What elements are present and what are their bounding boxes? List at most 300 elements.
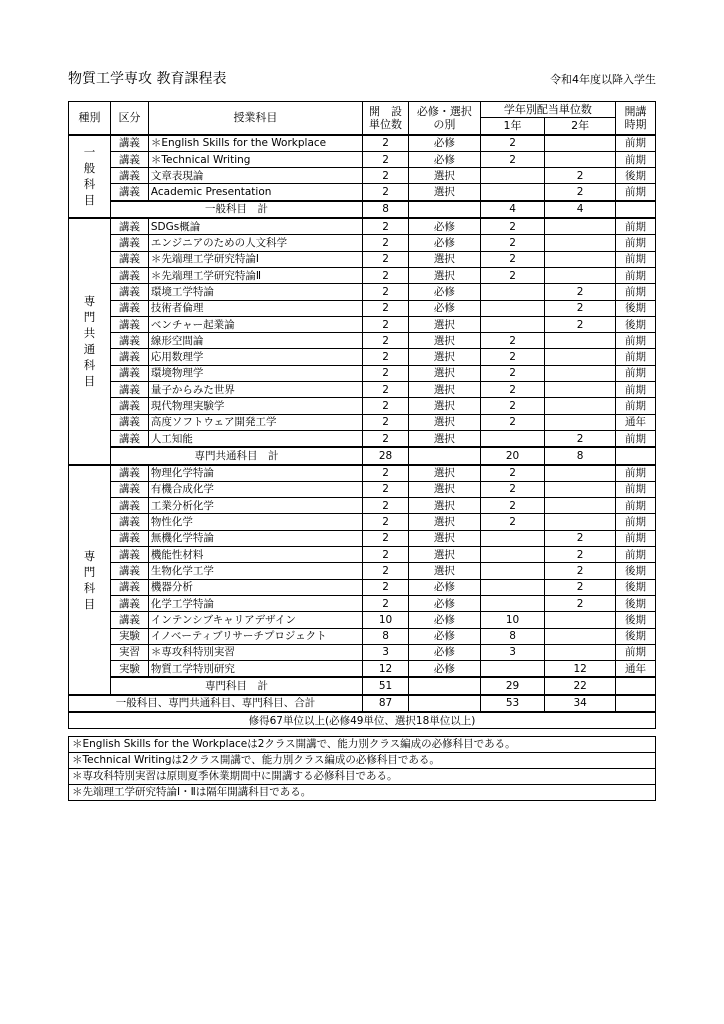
row-required: 選択 [409, 316, 481, 332]
row-term: 前期 [615, 644, 655, 660]
row-year1: 10 [480, 612, 545, 628]
subtotal-year1: 4 [480, 201, 545, 218]
row-subject: ＊専攻科特別実習 [148, 644, 362, 660]
row-subject: ＊Technical Writing [148, 151, 362, 167]
row-subject: 文章表現論 [148, 168, 362, 184]
table-row [69, 530, 656, 546]
table-row [69, 612, 656, 628]
row-units: 2 [362, 382, 408, 398]
row-year1 [480, 184, 545, 201]
row-term: 前期 [615, 333, 655, 349]
row-year1 [480, 547, 545, 563]
table-row [69, 595, 656, 611]
row-units: 2 [362, 498, 408, 514]
row-units: 2 [362, 284, 408, 300]
row-term: 後期 [615, 316, 655, 332]
row-subject: 応用数理学 [148, 349, 362, 365]
note-row [69, 769, 656, 785]
row-year1 [480, 530, 545, 546]
row-term: 前期 [615, 284, 655, 300]
row-term: 後期 [615, 579, 655, 595]
row-units: 2 [362, 514, 408, 530]
row-year2: 2 [545, 530, 616, 546]
row-year2: 12 [545, 661, 616, 678]
header-term-line1: 開講 [624, 104, 647, 118]
table-row [69, 628, 656, 644]
row-year2: 2 [545, 300, 616, 316]
row-division: 講義 [111, 612, 149, 628]
grand-total-row [69, 695, 656, 712]
row-required: 選択 [409, 365, 481, 381]
grand-total-year2: 34 [545, 695, 616, 712]
row-division: 講義 [111, 530, 149, 546]
row-year2 [545, 612, 616, 628]
row-units: 2 [362, 300, 408, 316]
row-required: 選択 [409, 514, 481, 530]
subtotal-units: 8 [362, 201, 408, 218]
row-division: 講義 [111, 414, 149, 430]
row-year1: 2 [480, 267, 545, 283]
grand-total-term [615, 695, 655, 712]
row-units: 12 [362, 661, 408, 678]
row-division: 講義 [111, 151, 149, 167]
row-term: 前期 [615, 547, 655, 563]
row-subject: 無機化学特論 [148, 530, 362, 546]
row-year1: 2 [480, 465, 545, 482]
row-year1 [480, 284, 545, 300]
row-year1: 2 [480, 333, 545, 349]
row-units: 2 [362, 365, 408, 381]
row-required: 選択 [409, 465, 481, 482]
row-division: 講義 [111, 563, 149, 579]
table-row [69, 365, 656, 381]
row-units: 2 [362, 135, 408, 152]
row-year2: 2 [545, 579, 616, 595]
row-division: 講義 [111, 547, 149, 563]
row-term: 前期 [615, 151, 655, 167]
row-year2: 2 [545, 563, 616, 579]
row-year2 [545, 235, 616, 251]
subtotal-label: 一般科目 計 [111, 201, 363, 218]
row-required: 選択 [409, 398, 481, 414]
row-units: 2 [362, 530, 408, 546]
row-subject: 高度ソフトウェア開発工学 [148, 414, 362, 430]
row-subject: 環境工学特論 [148, 284, 362, 300]
row-term: 前期 [615, 251, 655, 267]
row-units: 2 [362, 218, 408, 235]
row-term: 後期 [615, 563, 655, 579]
grand-total-required [409, 695, 481, 712]
header-division: 区分 [111, 102, 149, 135]
subtotal-row [69, 447, 656, 464]
grand-total-label: 一般科目、専門共通科目、専門科目、合計 [69, 695, 363, 712]
note-row [69, 753, 656, 769]
subtotal-required [409, 677, 481, 694]
row-subject: 技術者倫理 [148, 300, 362, 316]
header-subject: 授業科目 [148, 102, 362, 135]
row-units: 2 [362, 349, 408, 365]
row-year2 [545, 498, 616, 514]
row-term: 前期 [615, 398, 655, 414]
row-term: 前期 [615, 267, 655, 283]
grand-total-year1: 53 [480, 695, 545, 712]
row-year2 [545, 267, 616, 283]
row-division: 講義 [111, 398, 149, 414]
row-division: 講義 [111, 349, 149, 365]
row-term: 通年 [615, 661, 655, 678]
row-required: 選択 [409, 530, 481, 546]
row-division: 講義 [111, 481, 149, 497]
row-subject: 線形空間論 [148, 333, 362, 349]
header-year1: 1年 [480, 118, 545, 135]
section-category: 一 般 科 目 [69, 135, 111, 218]
header-term-line2: 時期 [624, 117, 647, 131]
row-subject: 機能性材料 [148, 547, 362, 563]
row-year1: 2 [480, 514, 545, 530]
row-units: 2 [362, 481, 408, 497]
row-year2 [545, 414, 616, 430]
subtotal-units: 51 [362, 677, 408, 694]
row-required: 選択 [409, 168, 481, 184]
row-year1: 2 [480, 414, 545, 430]
row-units: 2 [362, 184, 408, 201]
row-year1 [480, 316, 545, 332]
row-division: 講義 [111, 251, 149, 267]
row-units: 2 [362, 547, 408, 563]
row-subject: 工業分析化学 [148, 498, 362, 514]
table-row [69, 168, 656, 184]
row-division: 講義 [111, 365, 149, 381]
row-division: 講義 [111, 333, 149, 349]
row-year2 [545, 465, 616, 482]
header-units-line1: 開 設 [369, 104, 403, 118]
row-year1: 2 [480, 251, 545, 267]
row-subject: 物理化学特論 [148, 465, 362, 482]
row-year2: 2 [545, 430, 616, 447]
subtotal-required [409, 201, 481, 218]
row-year1 [480, 563, 545, 579]
row-year2: 2 [545, 184, 616, 201]
row-year2 [545, 333, 616, 349]
header-units [362, 102, 408, 135]
row-division: 講義 [111, 235, 149, 251]
row-year2 [545, 365, 616, 381]
row-subject: 化学工学特論 [148, 595, 362, 611]
row-division: 実験 [111, 628, 149, 644]
row-units: 2 [362, 267, 408, 283]
table-row [69, 563, 656, 579]
row-units: 3 [362, 644, 408, 660]
subtotal-label: 専門共通科目 計 [111, 447, 363, 464]
table-row [69, 300, 656, 316]
section-category: 専 門 科 目 [69, 465, 111, 695]
row-year1: 2 [480, 481, 545, 497]
row-required: 必修 [409, 300, 481, 316]
row-year1: 2 [480, 135, 545, 152]
curriculum-table [68, 101, 656, 729]
row-units: 2 [362, 151, 408, 167]
header-term [615, 102, 655, 135]
row-term: 前期 [615, 481, 655, 497]
row-units: 2 [362, 235, 408, 251]
row-subject: SDGs概論 [148, 218, 362, 235]
row-division: 講義 [111, 579, 149, 595]
row-required: 選択 [409, 498, 481, 514]
row-required: 選択 [409, 414, 481, 430]
subtotal-year2: 4 [545, 201, 616, 218]
row-term: 前期 [615, 184, 655, 201]
row-term: 前期 [615, 382, 655, 398]
subtotal-term [615, 677, 655, 694]
row-required: 必修 [409, 661, 481, 678]
row-units: 2 [362, 563, 408, 579]
row-required: 選択 [409, 563, 481, 579]
row-year2 [545, 135, 616, 152]
subtotal-term [615, 201, 655, 218]
row-required: 必修 [409, 218, 481, 235]
header-required-line1: 必修・選択 [416, 104, 472, 118]
row-required: 必修 [409, 284, 481, 300]
grand-total-units: 87 [362, 695, 408, 712]
row-division: 講義 [111, 382, 149, 398]
row-term: 前期 [615, 349, 655, 365]
row-required: 必修 [409, 628, 481, 644]
table-row [69, 514, 656, 530]
row-year1: 2 [480, 151, 545, 167]
row-term: 前期 [615, 465, 655, 482]
table-row [69, 481, 656, 497]
subtotal-row [69, 201, 656, 218]
row-required: 選択 [409, 267, 481, 283]
subtotal-label: 専門科目 計 [111, 677, 363, 694]
row-subject: 有機合成化学 [148, 481, 362, 497]
row-subject: ベンチャー起業論 [148, 316, 362, 332]
table-row [69, 547, 656, 563]
header-year2: 2年 [545, 118, 616, 135]
table-row [69, 135, 656, 152]
row-required: 必修 [409, 595, 481, 611]
row-required: 選択 [409, 184, 481, 201]
row-year1: 2 [480, 349, 545, 365]
row-year2 [545, 644, 616, 660]
row-required: 選択 [409, 349, 481, 365]
row-year1: 8 [480, 628, 545, 644]
row-year2 [545, 514, 616, 530]
row-term: 後期 [615, 612, 655, 628]
row-division: 講義 [111, 514, 149, 530]
subtotal-year2: 8 [545, 447, 616, 464]
row-year1 [480, 579, 545, 595]
row-division: 実習 [111, 644, 149, 660]
row-required: 必修 [409, 612, 481, 628]
row-subject: 生物化学工学 [148, 563, 362, 579]
subtotal-term [615, 447, 655, 464]
row-division: 講義 [111, 316, 149, 332]
row-year1 [480, 661, 545, 678]
row-year1: 2 [480, 218, 545, 235]
row-required: 選択 [409, 382, 481, 398]
row-units: 2 [362, 168, 408, 184]
row-year2 [545, 382, 616, 398]
row-division: 講義 [111, 498, 149, 514]
row-units: 2 [362, 595, 408, 611]
row-year1 [480, 168, 545, 184]
row-year1: 2 [480, 498, 545, 514]
row-required: 必修 [409, 235, 481, 251]
row-term: 前期 [615, 514, 655, 530]
row-subject: 物質工学特別研究 [148, 661, 362, 678]
row-required: 選択 [409, 333, 481, 349]
row-term: 前期 [615, 430, 655, 447]
row-division: 実験 [111, 661, 149, 678]
note-text: ＊専攻科特別実習は原則夏季休業期間中に開講する必修科目である。 [69, 769, 656, 785]
row-term: 後期 [615, 628, 655, 644]
header-row [69, 102, 656, 118]
subtotal-year1: 20 [480, 447, 545, 464]
note-text: ＊English Skills for the Workplaceは2クラス開講で、能力別クラス編成の必修科目である。 [69, 737, 656, 753]
row-term: 後期 [615, 300, 655, 316]
row-term: 後期 [615, 595, 655, 611]
row-term: 前期 [615, 218, 655, 235]
row-subject: ＊先端理工学研究特論Ⅱ [148, 267, 362, 283]
row-subject: 量子からみた世界 [148, 382, 362, 398]
table-row [69, 414, 656, 430]
row-year2 [545, 349, 616, 365]
requirement-row [69, 712, 656, 729]
row-units: 8 [362, 628, 408, 644]
row-required: 必修 [409, 579, 481, 595]
row-year1: 2 [480, 398, 545, 414]
row-units: 2 [362, 398, 408, 414]
table-row [69, 498, 656, 514]
note-row [69, 737, 656, 753]
table-row [69, 184, 656, 201]
row-subject: 物性化学 [148, 514, 362, 530]
header-required [409, 102, 481, 135]
table-row [69, 235, 656, 251]
row-required: 選択 [409, 251, 481, 267]
header-grade: 学年別配当単位数 [480, 102, 615, 118]
subtotal-year1: 29 [480, 677, 545, 694]
row-year2: 2 [545, 595, 616, 611]
row-division: 講義 [111, 135, 149, 152]
row-division: 講義 [111, 430, 149, 447]
header-required-line2: の別 [433, 117, 456, 131]
row-subject: エンジニアのための人文科学 [148, 235, 362, 251]
row-required: 選択 [409, 430, 481, 447]
row-year1: 2 [480, 235, 545, 251]
row-term: 前期 [615, 530, 655, 546]
note-row [69, 785, 656, 801]
note-text: ＊Technical Writingは2クラス開講で、能力別クラス編成の必修科目である。 [69, 753, 656, 769]
table-row [69, 151, 656, 167]
row-year2 [545, 151, 616, 167]
row-year2 [545, 398, 616, 414]
row-subject: インテンシブキャリアデザイン [148, 612, 362, 628]
row-required: 必修 [409, 151, 481, 167]
row-term: 通年 [615, 414, 655, 430]
row-subject: イノベーティブリサーチプロジェクト [148, 628, 362, 644]
row-year1 [480, 430, 545, 447]
row-division: 講義 [111, 595, 149, 611]
row-subject: ＊先端理工学研究特論Ⅰ [148, 251, 362, 267]
table-row [69, 398, 656, 414]
table-row [69, 382, 656, 398]
row-division: 講義 [111, 465, 149, 482]
table-row [69, 251, 656, 267]
table-row [69, 267, 656, 283]
table-row [69, 316, 656, 332]
row-division: 講義 [111, 284, 149, 300]
subtotal-units: 28 [362, 447, 408, 464]
row-subject: ＊English Skills for the Workplace [148, 135, 362, 152]
section-category: 専 門 共 通 科 目 [69, 218, 111, 464]
row-year2 [545, 481, 616, 497]
row-year2 [545, 251, 616, 267]
table-row [69, 579, 656, 595]
row-required: 選択 [409, 481, 481, 497]
row-year1: 3 [480, 644, 545, 660]
row-year2 [545, 218, 616, 235]
row-required: 選択 [409, 547, 481, 563]
table-row [69, 284, 656, 300]
row-division: 講義 [111, 168, 149, 184]
subtotal-row [69, 677, 656, 694]
row-subject: 環境物理学 [148, 365, 362, 381]
row-division: 講義 [111, 218, 149, 235]
row-year1 [480, 595, 545, 611]
page-title: 物質工学専攻 教育課程表 [68, 71, 227, 87]
subtotal-year2: 22 [545, 677, 616, 694]
row-subject: 機器分析 [148, 579, 362, 595]
row-units: 2 [362, 333, 408, 349]
table-row [69, 465, 656, 482]
row-subject: 人工知能 [148, 430, 362, 447]
header-kind: 種別 [69, 102, 111, 135]
row-year2: 2 [545, 284, 616, 300]
row-term: 後期 [615, 168, 655, 184]
row-division: 講義 [111, 300, 149, 316]
row-division: 講義 [111, 184, 149, 201]
table-row [69, 218, 656, 235]
row-term: 前期 [615, 235, 655, 251]
row-year2: 2 [545, 316, 616, 332]
row-units: 2 [362, 465, 408, 482]
row-required: 必修 [409, 644, 481, 660]
row-units: 2 [362, 579, 408, 595]
row-subject: 現代物理実験学 [148, 398, 362, 414]
row-units: 10 [362, 612, 408, 628]
notes-table [68, 736, 656, 801]
table-row [69, 430, 656, 447]
row-units: 2 [362, 414, 408, 430]
row-units: 2 [362, 316, 408, 332]
row-subject: Academic Presentation [148, 184, 362, 201]
table-row [69, 661, 656, 678]
row-year1 [480, 300, 545, 316]
row-year2: 2 [545, 547, 616, 563]
row-year1: 2 [480, 365, 545, 381]
row-term: 前期 [615, 135, 655, 152]
row-units: 2 [362, 430, 408, 447]
table-row [69, 333, 656, 349]
requirement-text: 修得67単位以上(必修49単位、選択18単位以上) [69, 712, 656, 729]
admission-year-note: 令和4年度以降入学生 [550, 73, 656, 86]
header-units-line2: 単位数 [369, 117, 403, 131]
table-row [69, 644, 656, 660]
row-year1: 2 [480, 382, 545, 398]
table-row [69, 349, 656, 365]
